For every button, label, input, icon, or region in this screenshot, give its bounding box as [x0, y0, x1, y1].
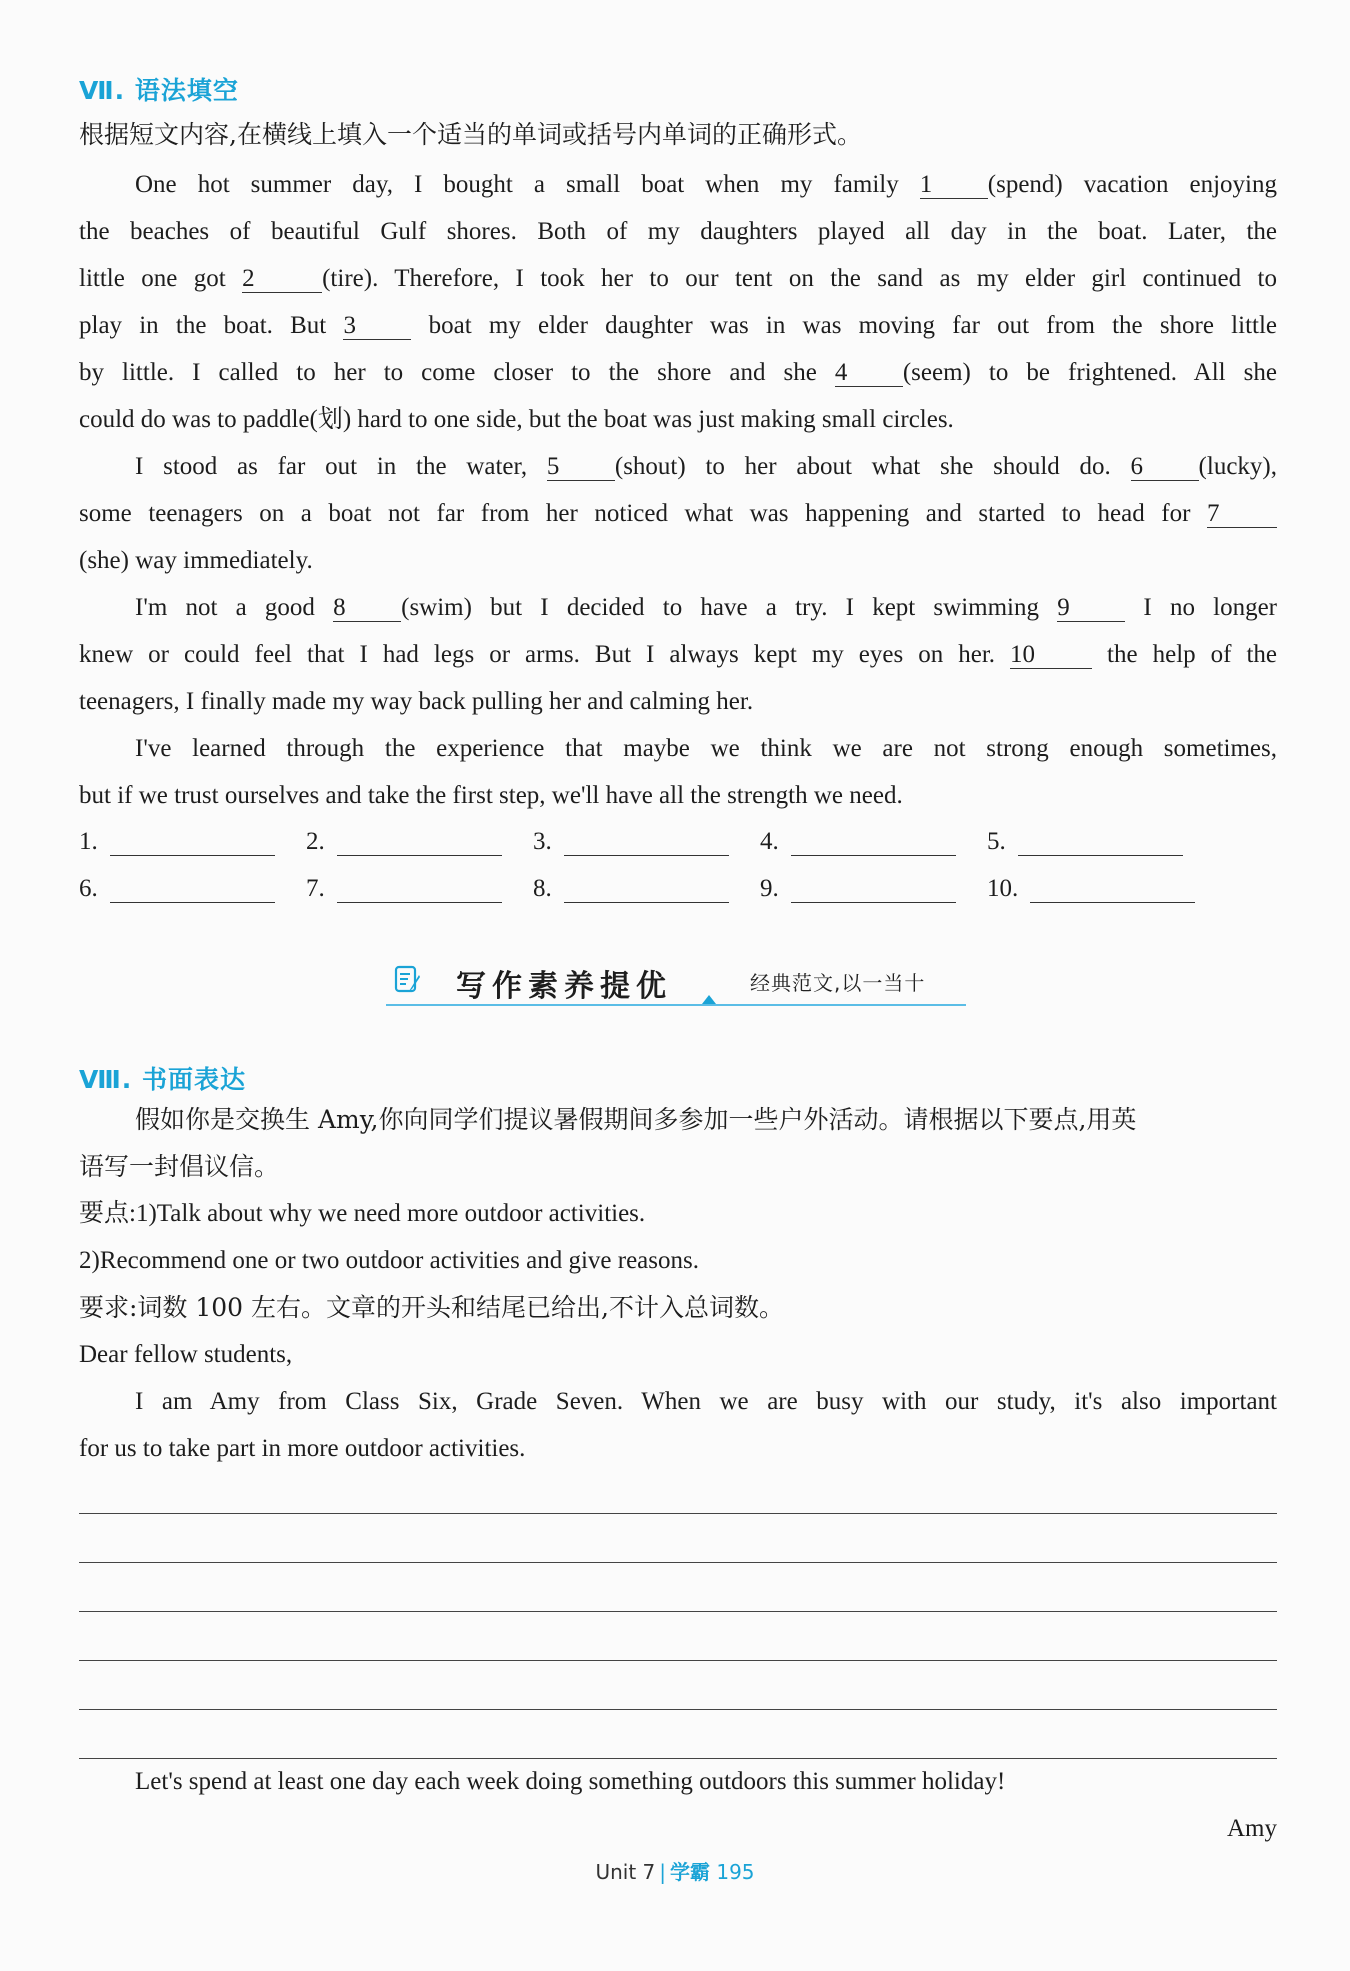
opening-line-2: for us to take part in more outdoor activities.	[79, 1435, 526, 1462]
banner-marker	[702, 995, 716, 1004]
blank-8[interactable]: 8	[333, 595, 401, 622]
writing-line[interactable]	[79, 1709, 1277, 1710]
salutation: Dear fellow students,	[79, 1341, 293, 1368]
p2-l1c: (lucky),	[1198, 453, 1277, 480]
answer-row-2	[79, 875, 1277, 909]
blank-3[interactable]: 3	[343, 313, 411, 340]
answer-1[interactable]: 1.	[79, 828, 275, 856]
blank-2[interactable]: 2	[242, 266, 322, 293]
p1-l5b: (seem) to be frightened. All she	[902, 359, 1277, 386]
blank-1[interactable]: 1	[920, 172, 988, 199]
answer-9[interactable]: 9.	[760, 875, 956, 903]
blank-6[interactable]: 6	[1131, 454, 1199, 481]
p1-l5a: by little. I called to her to come closer to the shore and she	[79, 359, 817, 386]
p3-l1b: (swim) but I decided to have a try. I kept swimming	[401, 594, 1040, 621]
passage-p1-line6: could do was to paddle(划) hard to one side, but the boat was just making small circles.	[79, 406, 954, 433]
p1-l4a: play in the boat. But	[79, 312, 327, 339]
passage-p3-line2	[79, 640, 1277, 670]
writing-line[interactable]	[79, 1562, 1277, 1563]
p3-l2b: the help of the	[1107, 641, 1278, 668]
writing-banner	[386, 960, 966, 1006]
banner-rule	[386, 1004, 966, 1006]
p1-l1a: One hot summer day, I bought a small boat when my family	[135, 171, 899, 198]
passage-p2-line1	[79, 452, 1277, 482]
blank-10[interactable]: 10	[1010, 642, 1092, 669]
writing-line[interactable]	[79, 1660, 1277, 1661]
blank-4[interactable]: 4	[835, 360, 903, 387]
prompt-line-2: 语写一封倡议信。	[79, 1152, 280, 1181]
page-footer	[0, 1856, 1350, 1885]
section-7-instruction: 根据短文内容,在横线上填入一个适当的单词或括号内单词的正确形式。	[79, 120, 862, 149]
page-number: 195	[716, 1860, 755, 1884]
writing-line[interactable]	[79, 1611, 1277, 1612]
blank-5[interactable]: 5	[547, 454, 615, 481]
answer-row-1	[79, 828, 1277, 862]
writing-line[interactable]	[79, 1758, 1277, 1759]
passage-p3-line1	[79, 593, 1277, 623]
passage-p1-line5	[79, 358, 1277, 388]
p1-l3b: (tire). Therefore, I took her to our tent on the sand as my elder girl continued to	[322, 265, 1277, 292]
prompt-line-1: 假如你是交换生 Amy,你向同学们提议暑假期间多参加一些户外活动。请根据以下要点,用英	[135, 1105, 1137, 1134]
footer-brand: 学霸	[670, 1860, 710, 1884]
p2-l1b: (shout) to her about what she should do.	[614, 453, 1111, 480]
p1-l4b: boat my elder daughter was in was moving far out from the shore little	[428, 312, 1278, 339]
p3-l1a: I'm not a good	[135, 594, 315, 621]
p3-l2a: knew or could feel that I had legs or arms. But I always kept my eyes on her.	[79, 641, 996, 668]
answer-6[interactable]: 6.	[79, 875, 275, 903]
answer-5[interactable]: 5.	[987, 828, 1183, 856]
opening-line-1: I am Amy from Class Six, Grade Seven. When we are busy with our study, it's also important	[135, 1388, 1277, 1415]
passage-p1-line4	[79, 311, 1277, 341]
writing-line[interactable]	[79, 1513, 1277, 1514]
notepad-pencil-icon	[394, 964, 422, 994]
answer-7[interactable]: 7.	[306, 875, 502, 903]
passage-p1-line2: the beaches of beautiful Gulf shores. Both of my daughters played all day in the boat. Later, the	[79, 218, 1277, 245]
answer-8[interactable]: 8.	[533, 875, 729, 903]
p2-l1a: I stood as far out in the water,	[135, 453, 528, 480]
banner-subtitle: 经典范文,以一当十	[750, 971, 926, 995]
footer-unit: Unit 7	[595, 1860, 656, 1884]
point-2: 2)Recommend one or two outdoor activities and give reasons.	[79, 1247, 699, 1274]
point-1: 要点:1)Talk about why we need more outdoor activities.	[79, 1200, 646, 1227]
passage-p2-line3: (she) way immediately.	[79, 547, 313, 574]
signature: Amy	[1227, 1815, 1277, 1842]
passage-p3-line3: teenagers, I finally made my way back pulling her and calming her.	[79, 688, 754, 715]
passage-p1-line1	[79, 170, 1277, 200]
requirement: 要求:词数 100 左右。文章的开头和结尾已给出,不计入总词数。	[79, 1293, 784, 1322]
p2-l2a: some teenagers on a boat not far from her noticed what was happening and started to head for	[79, 500, 1191, 527]
footer-divider: |	[659, 1860, 666, 1884]
answer-10[interactable]: 10.	[987, 875, 1195, 903]
p3-l1c: I no longer	[1143, 594, 1278, 621]
answer-2[interactable]: 2.	[306, 828, 502, 856]
p1-l3a: little one got	[79, 265, 226, 292]
section-7-title: Ⅶ. 语法填空	[79, 76, 239, 105]
p1-l1b: (spend) vacation enjoying	[987, 171, 1277, 198]
p4-l1: I've learned through the experience that maybe we think we are not strong enough sometimes,	[135, 735, 1277, 762]
passage-p2-line2	[79, 499, 1277, 529]
passage-p4-line2: but if we trust ourselves and take the first step, we'll have all the strength we need.	[79, 782, 903, 809]
passage-p4-line1	[79, 734, 1277, 764]
passage-p1-line3	[79, 264, 1277, 294]
closing-line: Let's spend at least one day each week doing something outdoors this summer holiday!	[135, 1768, 1006, 1795]
section-8-title: Ⅷ. 书面表达	[79, 1065, 247, 1094]
blank-9[interactable]: 9	[1057, 595, 1125, 622]
banner-title: 写作素养提优	[456, 969, 672, 1004]
answer-4[interactable]: 4.	[760, 828, 956, 856]
blank-7[interactable]: 7	[1207, 501, 1277, 528]
answer-3[interactable]: 3.	[533, 828, 729, 856]
